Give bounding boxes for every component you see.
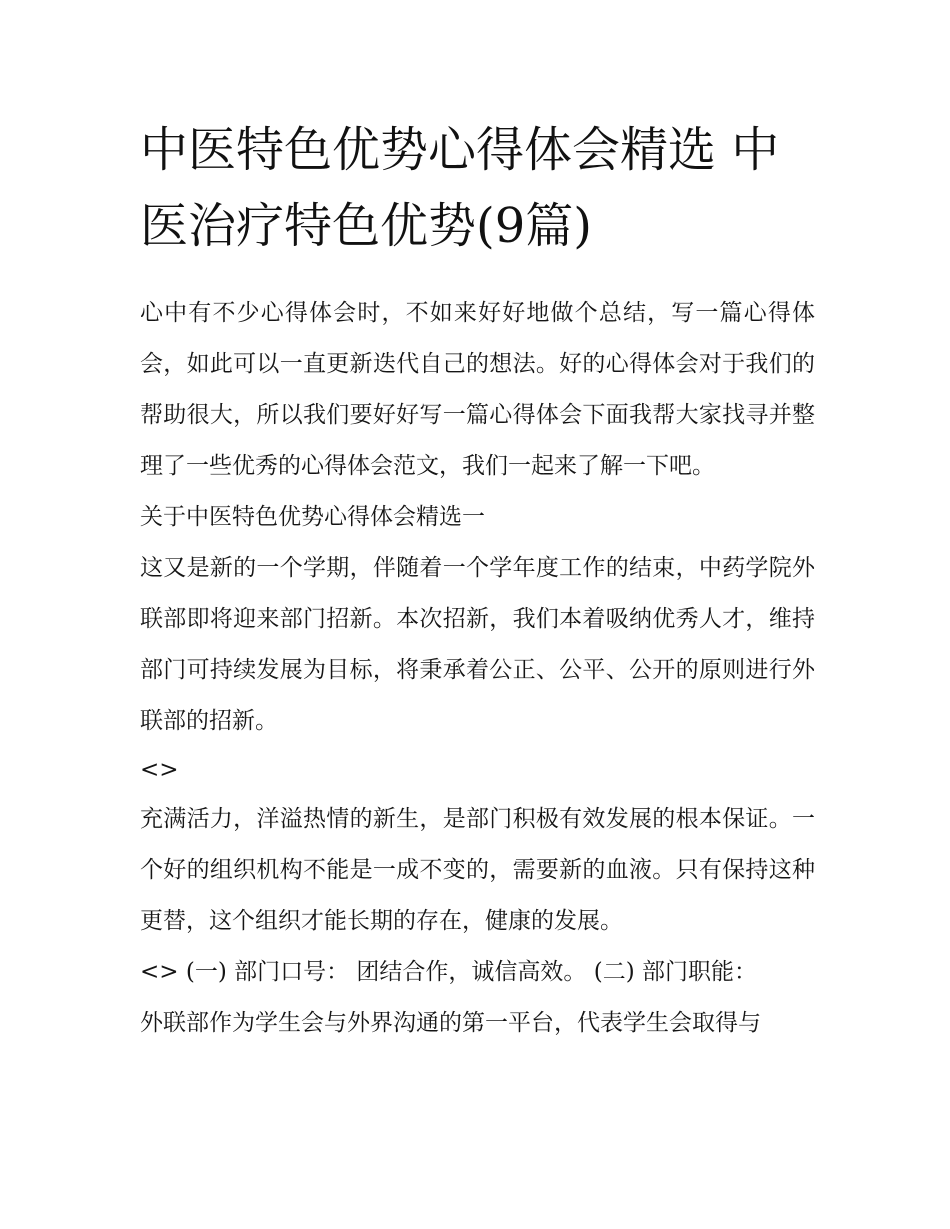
placeholder-line: <> xyxy=(140,757,179,783)
title-spacer xyxy=(140,264,815,288)
recruitment-paragraph: 这又是新的一个学期，伴随着一个学年度工作的结束，中药学院外联部即将迎来部门招新。本次招新，我们本着吸纳优秀人才，维持部门可持续发展为目标，将秉承着公正、公平、公开的原则进行外联部的招新。 xyxy=(140,555,815,734)
section-heading: 关于中医特色优势心得体会精选一 xyxy=(140,504,485,530)
new-members-paragraph: 充满活力，洋溢热情的新生，是部门积极有效发展的根本保证。一个好的组织机构不能是一成不变的，需要新的血液。只有保持这种更替，这个组织才能长期的存在，健康的发展。 xyxy=(140,806,815,934)
document-title: 中医特色优势心得体会精选 中医治疗特色优势(9篇) xyxy=(140,122,780,254)
department-role-paragraph: 外联部作为学生会与外界沟通的第一平台，代表学生会取得与 xyxy=(140,1010,761,1036)
document-content xyxy=(140,112,815,1049)
intro-paragraph: 心中有不少心得体会时，不如来好好地做个总结，写一篇心得体会，如此可以一直更新迭代自己的想法。好的心得体会对于我们的帮助很大，所以我们要好好写一篇心得体会下面我帮大家找寻并整理了一些优秀的心得体会范文，我们一起来了解一下吧。 xyxy=(140,300,815,479)
slogan-line: <> (一) 部门口号： 团结合作，诚信高效。 (二) 部门职能： xyxy=(140,959,757,985)
